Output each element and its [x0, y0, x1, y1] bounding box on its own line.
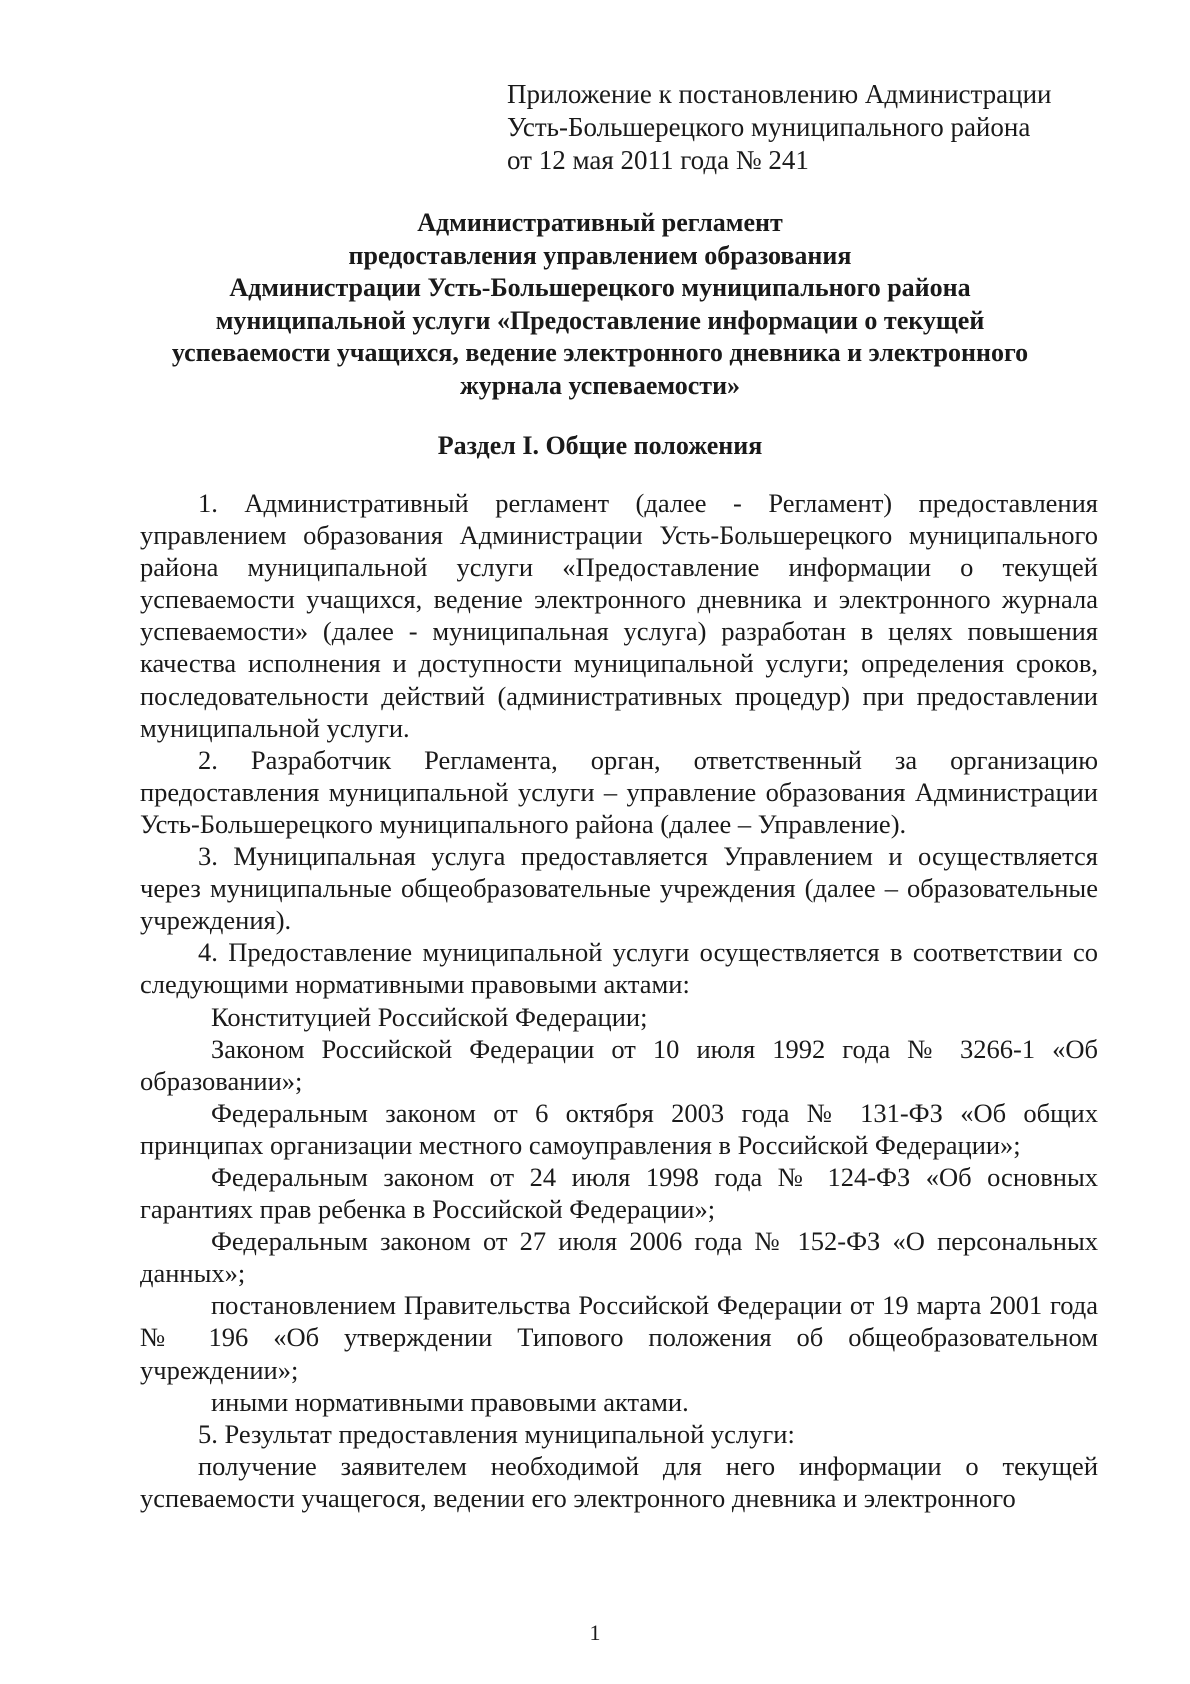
legal-act-item: Федеральным законом от 24 июля 1998 года № 124-ФЗ «Об основных гарантиях прав ребенка в Российской Федерации»;: [140, 1161, 1098, 1225]
legal-act-item: Конституцией Российской Федерации;: [211, 1001, 648, 1032]
legal-act-item: иными нормативными правовыми актами.: [211, 1386, 689, 1417]
legal-act-item: постановлением Правительства Российской Федерации от 19 марта 2001 года № 196 «Об утверждении Типового положения об общеобразовательном учреждении»;: [140, 1290, 1098, 1385]
section-heading: Раздел I. Общие положения: [437, 431, 763, 460]
legal-act-item: Федеральным законом от 27 июля 2006 года № 152-ФЗ «О персональных данных»;: [140, 1226, 1098, 1289]
paragraph-5-text: получение заявителем необходимой для него информации о текущей успеваемости учащегося, ведении его электронного дневника и электронного: [140, 1450, 1098, 1513]
document-body: [140, 487, 1098, 1514]
paragraph-1: 1. Административный регламент (далее - Регламент) предоставления управлением образования Администрации Усть-Большерецкого муниципального района муниципальной услуги «Предоставление информации о текущей успеваемости учащихся, ведение электронного дневника и электронного журнала успеваемости» (далее - муниципальная услуга) разработан в целях повышения качества исполнения и доступности муниципальной услуги; определения сроков, последовательности действий (административных процедур) при предоставлении муниципальной услуги.: [140, 488, 1098, 743]
annex-line: от 12 мая 2011 года № 241: [507, 145, 809, 175]
title-line: Администрации Усть-Большерецкого муниципального района: [229, 273, 971, 302]
paragraph-3: 3. Муниципальная услуга предоставляется Управлением и осуществляется через муниципальные общеобразовательные учреждения (далее – образовательные учреждения).: [140, 841, 1098, 936]
page-number: 1: [589, 1620, 601, 1645]
title-line: предоставления управлением образования: [348, 240, 852, 270]
paragraph-2: 2. Разработчик Регламента, орган, ответственный за организацию предоставления муниципальной услуги – управление образования Администрации Усть-Большерецкого муниципального района (далее – Управление).: [140, 744, 1098, 839]
title-line: муниципальной услуги «Предоставление информации о текущей: [215, 305, 985, 335]
title-line: успеваемости учащихся, ведение электронного дневника и электронного: [171, 338, 1029, 367]
document-title: [140, 207, 1060, 402]
legal-act-item: Федеральным законом от 6 октября 2003 года № 131-ФЗ «Об общих принципах организации местного самоуправления в Российской Федерации»;: [140, 1097, 1098, 1160]
annex-line: Приложение к постановлению Администрации: [507, 79, 1052, 109]
annex-header: [507, 78, 1051, 177]
annex-line: Усть-Большерецкого муниципального района: [507, 112, 1031, 142]
title-line: Административный регламент: [417, 208, 783, 237]
title-line: журнала успеваемости»: [459, 370, 741, 400]
paragraph-4: 4. Предоставление муниципальной услуги осуществляется в соответствии со следующими нормативными правовыми актами:: [140, 937, 1098, 1000]
paragraph-5: 5. Результат предоставления муниципальной услуги:: [198, 1418, 795, 1449]
legal-act-item: Законом Российской Федерации от 10 июля 1992 года № 3266-1 «Об образовании»;: [140, 1033, 1098, 1096]
